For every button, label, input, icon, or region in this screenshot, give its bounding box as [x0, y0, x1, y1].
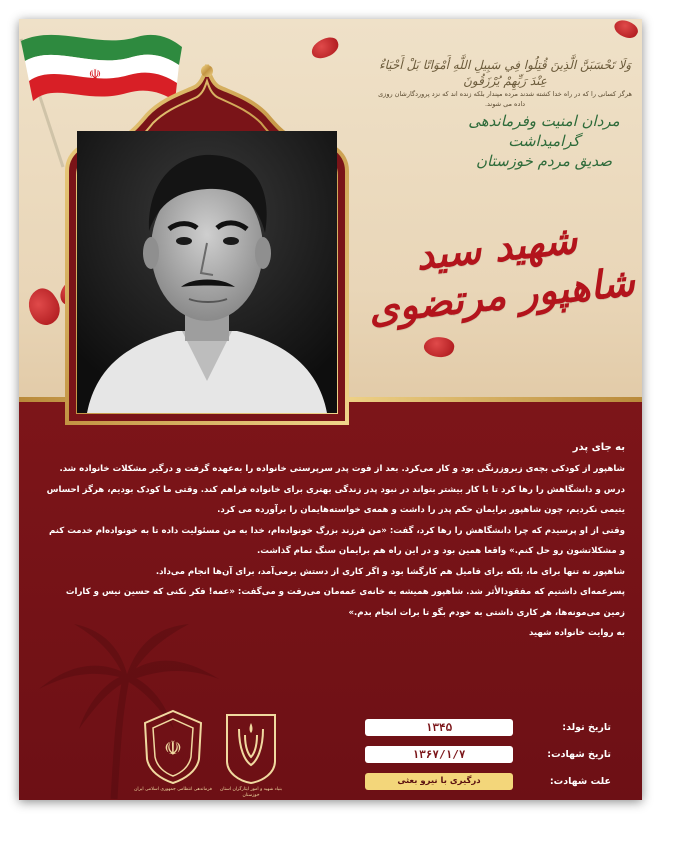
verse-arabic: وَلَا تَحْسَبَنَّ الَّذِينَ قُتِلُوا فِي سَبِيلِ اللَّهِ أَمْوَاتًا بَلْ أَحْيَاءٌ عِنْدَ رَبِّهِمْ يُرْزَقُونَ — [378, 58, 632, 88]
organization-line2: صدیق مردم خوزستان — [475, 152, 613, 170]
svg-text:☫: ☫ — [88, 67, 102, 83]
biography-paragraph: درس و دانشگاهش را رها کرد تا با کار بیشتر بتواند در نبود پدر زندگی بهتری برای خانواده فراهم کند. وقتی ما کودک بودیم، هرگز احساس یتیمی نکردیم، چون شاهپور برایمان حکم پدر را داشت و همه‌ی خواسته‌هایمان را برآورده می کرد. — [46, 484, 625, 515]
biography — [43, 439, 625, 643]
martyr-foundation-caption: بنیاد شهید و امور ایثارگران استان خوزستان — [219, 787, 283, 798]
narrator-credit: به روایت خانواده شهید — [528, 628, 625, 638]
cause-row — [365, 771, 611, 794]
martyrdom-date-label: تاریخ شهادت: — [547, 749, 611, 760]
cause-label: علت شهادت: — [549, 776, 611, 787]
police-emblem-caption: فرماندهی انتظامی جمهوری اسلامی ایران — [134, 787, 212, 792]
birth-date-label: تاریخ تولد: — [562, 722, 611, 733]
birth-date-value: ۱۳۴۵ — [365, 719, 513, 736]
martyr-name: شهید سید شاهپور مرتضوی — [366, 216, 637, 333]
martyrdom-date-value: ۱۳۶۷/۱/۷ — [365, 746, 513, 763]
birth-date-row — [365, 717, 611, 740]
biography-paragraph: پسرعمه‌ای داشتیم که مفقودالأثر شد. شاهپور همیشه به خانه‌ی عمه‌مان می‌رفت و می‌گفت: «عمه! فکر نکنی که حسین نیس و کارات زمین می‌مونه‌ها، هر کاری داشتی به خودم بگو تا برات انجام بدم.» — [65, 587, 625, 618]
martyr-portrait — [77, 131, 337, 413]
martyr-info — [365, 717, 611, 798]
svg-text:☫: ☫ — [164, 736, 182, 760]
biography-paragraph: وقتی از او پرسیدم که چرا دانشگاهش را رها کرد، گفت: «من فرزند بزرگ خونواده‌ام، خدا به من مسئولیت داده تا به خونواده‌ام خدمت کنم و مشکلاتشون رو حل کنم.» واقعا همین بود و در این راه هم برایمان سنگ تمام گذاشت. — [48, 525, 625, 556]
martyrdom-date-row — [365, 744, 611, 767]
poster — [19, 19, 642, 800]
biography-paragraph: شاهپور از کودکی بچه‌ی زیروزرنگی بود و کار می‌کرد. بعد از فوت پدر سرپرستی خانواده را به‌عهده گرفت و درگیر مشکلات خانواده شد. — [59, 464, 625, 474]
organization-line1: مردان امنیت وفرماندهی گرامیداشت — [468, 112, 620, 150]
martyr-foundation-emblem-icon — [219, 709, 283, 785]
verse-translation: هرگز کسانی را که در راه خدا کشته شدند مرده مپندار بلکه زنده اند که نزد پروردگارشان روزی داده می شوند. — [378, 90, 632, 108]
biography-title: به جای پدر — [572, 442, 625, 453]
quran-verse — [374, 57, 636, 109]
police-emblem-icon — [141, 709, 205, 785]
cause-value: درگیری با نیرو بعثی — [365, 773, 513, 790]
organization-title — [464, 111, 624, 171]
biography-paragraph: شاهپور نه تنها برای ما، بلکه برای فامیل هم کارگشا بود و اگر کاری از دستش برمی‌آمد، برای آن‌ها انجام می‌داد. — [155, 566, 625, 577]
